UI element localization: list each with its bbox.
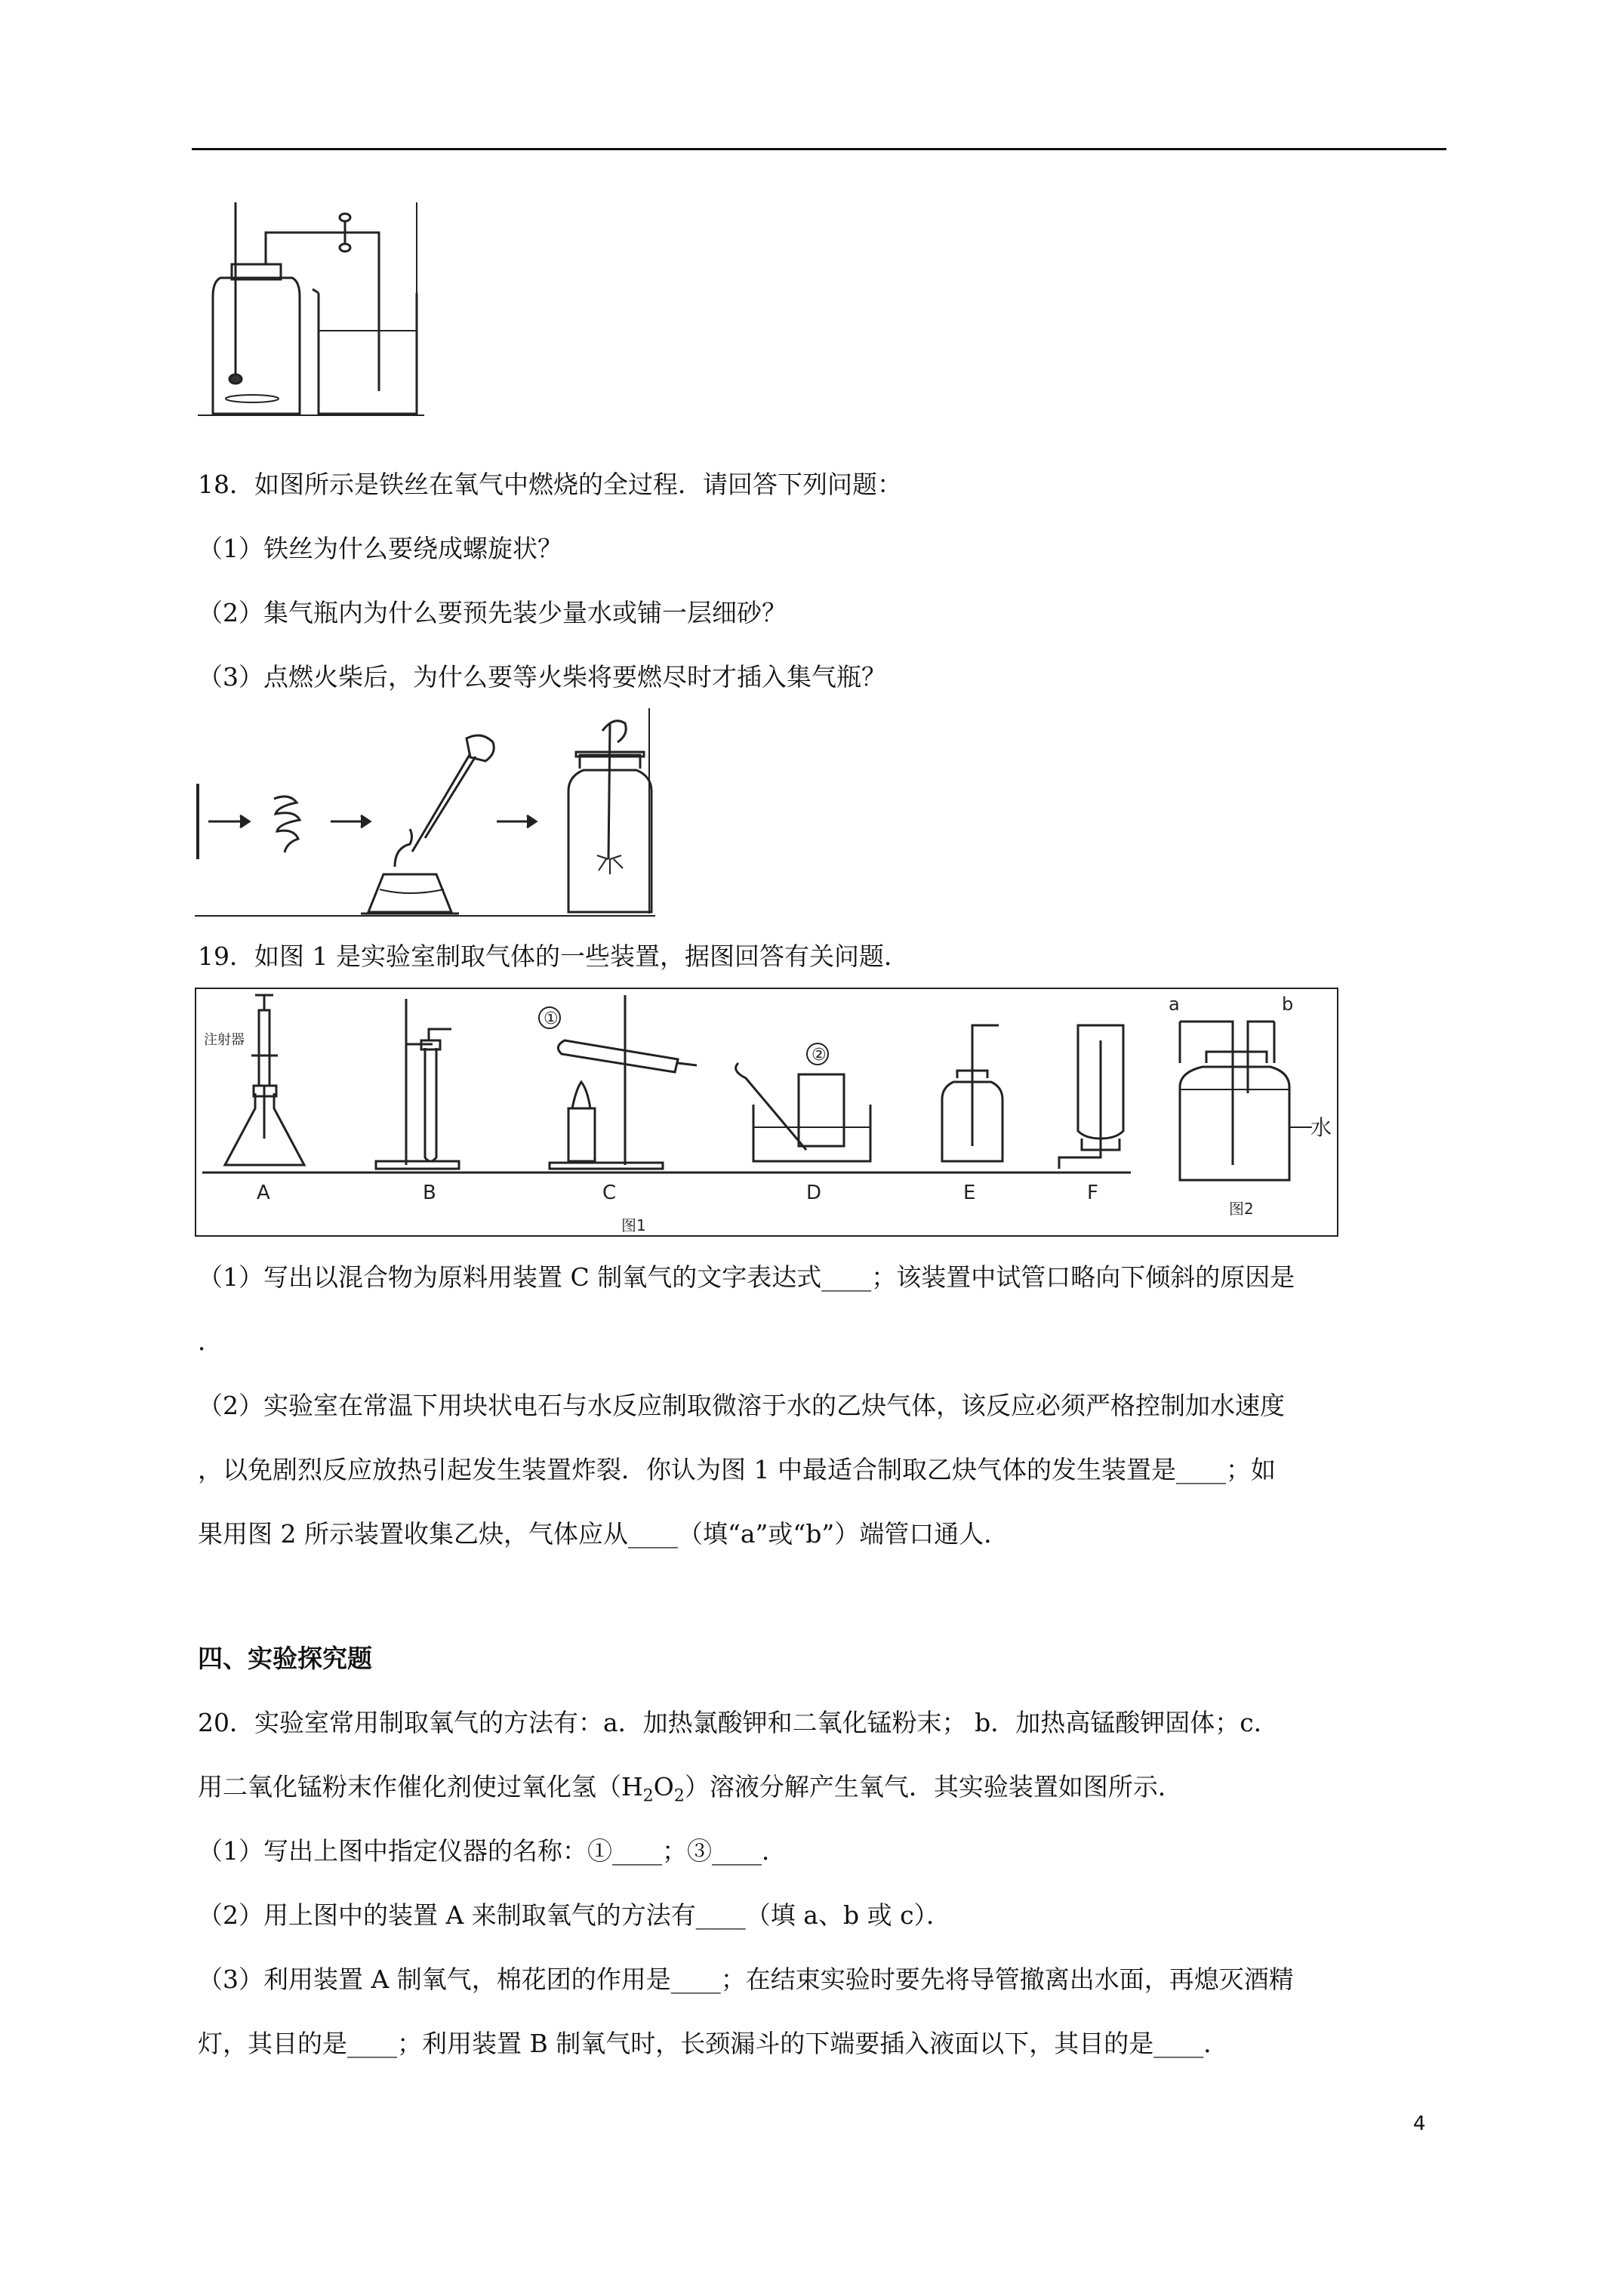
page-number: 4 [1413,2113,1426,2135]
q18-sub2: （2）集气瓶内为什么要预先装少量水或铺一层细砂？ [198,598,787,627]
q19-stem: 19．如图 1 是实验室制取气体的一些装置，据图回答有关问题． [198,942,909,971]
h2o2-subscript-1: 2 [642,1786,654,1806]
q20-sub3-line1: （3）利用装置 A 制氧气，棉花团的作用是____；在结束实验时要先将导管撤离出水面，再熄灭酒精 [198,1965,1294,1994]
h2o2-o: O [653,1772,674,1801]
figure-iron-wire-process [195,708,655,920]
q19-sub1-line1: （1）写出以混合物为原料用装置 C 制氧气的文字表达式____；该装置中试管口略向下倾斜的原因是 [198,1262,1295,1292]
section4-title: 四、实验探究题 [198,1644,372,1673]
q18-sub1: （1）铁丝为什么要绕成螺旋状？ [198,534,562,563]
q20-stem-line2-post: ）溶液分解产生氧气．其实验装置如图所示． [684,1772,1183,1801]
q19-sub2-line1: （2）实验室在常温下用块状电石与水反应制取微溶于水的乙炔气体，该反应必须严格控制加水速度 [198,1391,1285,1420]
label-d: D [806,1182,822,1204]
q20-stem-line2-pre: 用二氧化锰粉末作催化剂使过氧化氢（H [198,1772,643,1801]
q20-sub1: （1）写出上图中指定仪器的名称：①____；③____． [198,1836,787,1866]
h2o2-subscript-2: 2 [673,1786,685,1806]
figure-lab-apparatus [195,988,1338,1237]
label-syringe: 注射器 [204,1032,245,1048]
q20-sub3-line2: 灯，其目的是____；利用装置 B 制氧气时，长颈漏斗的下端要插入液面以下，其目的是____． [198,2029,1229,2058]
fig2-label-a: a [1169,994,1180,1015]
label-c: C [602,1182,617,1204]
q19-sub2-line3: 果用图 2 所示装置收集乙炔，气体应从____（填“a”或“b”）端管口通人． [198,1519,1009,1549]
label-b: B [423,1182,436,1204]
label-f: F [1087,1182,1098,1204]
label-e: E [963,1182,976,1204]
header-rule [192,148,1446,150]
q20-stem-line1: 20．实验室常用制取氧气的方法有：a．加热氯酸钾和二氧化锰粉末； b．加热高锰酸钾固体；c． [198,1708,1279,1737]
caption-fig1: 图1 [621,1216,646,1234]
q19-sub2-line2: ，以免剧烈反应放热引起发生装置炸裂．你认为图 1 中最适合制取乙炔气体的发生装置是____；如 [198,1455,1276,1484]
label-a: A [257,1182,270,1204]
label-mark1: ① [544,1009,559,1028]
figure-jar-beaker [198,195,432,421]
q20-sub2: （2）用上图中的装置 A 来制取氧气的方法有____（填 a、b 或 c）． [198,1900,952,1930]
label-mark2: ② [812,1046,827,1065]
q18-stem: 18．如图所示是铁丝在氧气中燃烧的全过程．请回答下列问题： [198,470,902,499]
fig2-label-water: 水 [1310,1115,1332,1140]
q20-stem-line2 [198,1771,1183,1814]
caption-fig2: 图2 [1229,1200,1254,1218]
q18-sub3: （3）点燃火柴后，为什么要等火柴将要燃尽时才插入集气瓶？ [198,662,886,692]
q19-sub1-line2: ． [198,1327,223,1356]
fig2-label-b: b [1282,994,1294,1015]
